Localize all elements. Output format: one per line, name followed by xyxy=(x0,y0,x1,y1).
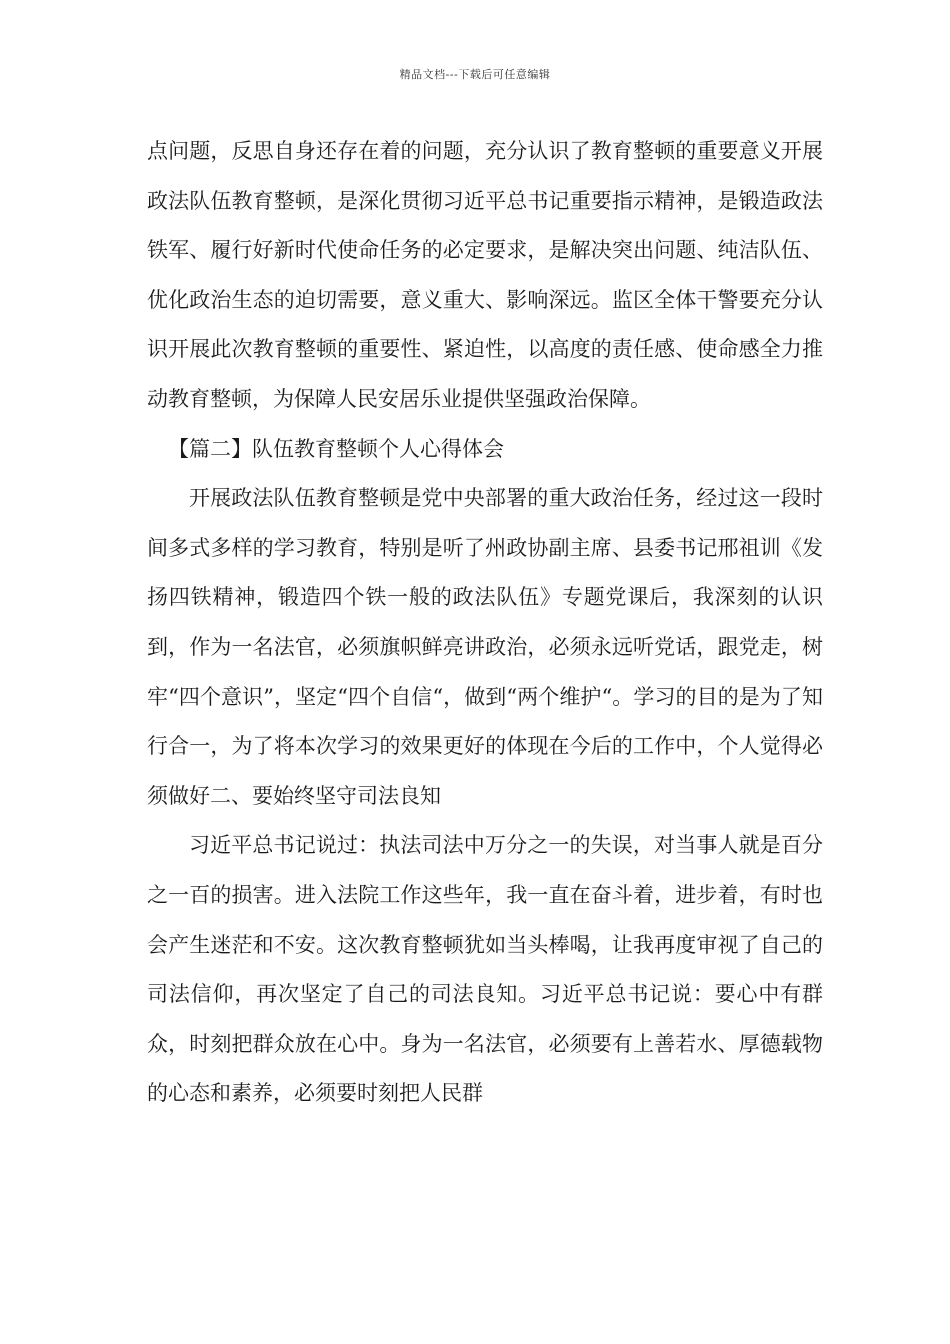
page-header: 精品文档---下载后可任意编辑 xyxy=(399,68,551,81)
paragraph: 开展政法队伍教育整顿是党中央部署的重大政治任务，经过这一段时间多式多样的学习教育，特别是听了州政协副主席、县委书记邢祖训《发扬四铁精神，锻造四个铁一般的政法队伍》专题党课后，我深刻的认识到，作为一名法官，必须旗帜鲜亮讲政治，必须永远听党话，跟党走，树牢“四个意识”，坚定“四个自信“，做到“两个维护“。学习的目的是为了知行合一，为了将本次学习的效果更好的体现在今后的工作中，个人觉得必须做好二、要始终坚守司法良知 xyxy=(147,486,823,808)
document-body xyxy=(147,127,823,1119)
paragraph: 习近平总书记说过：执法司法中万分之一的失误，对当事人就是百分之一百的损害。进入法院工作这些年，我一直在奋斗着，进步着，有时也会产生迷茫和不安。这次教育整顿犹如当头棒喝，让我再度审视了自己的司法信仰，再次坚定了自己的司法良知。习近平总书记说：要心中有群众，时刻把群众放在心中。身为一名法官，必须要有上善若水、厚德载物的心态和素养，必须要时刻把人民群 xyxy=(147,833,823,1106)
paragraph-continued: 点问题，反思自身还存在着的问题，充分认识了教育整顿的重要意义开展政法队伍教育整顿，是深化贯彻习近平总书记重要指示精神，是锻造政法铁军、履行好新时代使命任务的必定要求，是解决突出问题、纯洁队伍、优化政治生态的迫切需要，意义重大、影响深远。监区全体干警要充分认识开展此次教育整顿的重要性、紧迫性，以高度的责任感、使命感全力推动教育整顿，为保障人民安居乐业提供坚强政治保障。 xyxy=(147,139,823,411)
section-heading: 【篇二】队伍教育整顿个人心得体会 xyxy=(168,436,504,461)
